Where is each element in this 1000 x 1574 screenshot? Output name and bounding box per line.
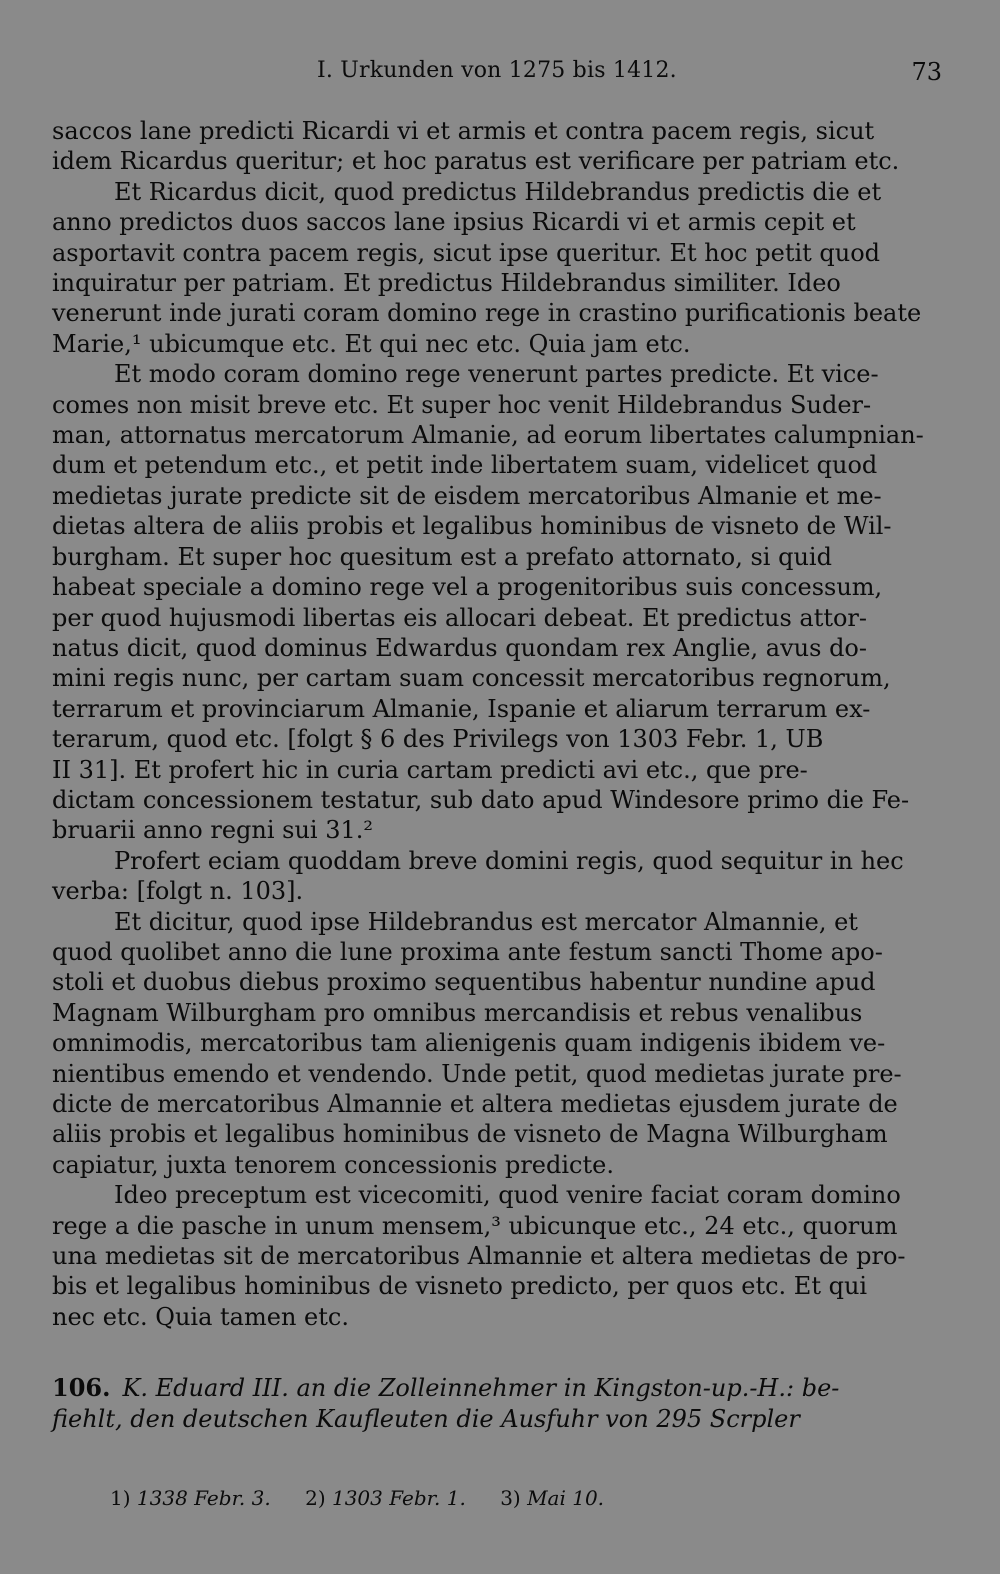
section-number: 106. [52, 1373, 111, 1403]
text-line: verba: [folgt n. 103]. [52, 877, 304, 906]
footnote [110, 1486, 271, 1510]
text-line: saccos lane predicti Ricardi vi et armis et contra pacem regis, sicut [52, 117, 875, 145]
text-line: aliis probis et legalibus hominibus de visneto de Magna Wilburgham [52, 1120, 888, 1149]
text-line: dictam concessionem testatur, sub dato apud Windesore primo die Fe- [52, 785, 910, 814]
footnote-mark: 3) [500, 1486, 521, 1510]
text-line: una medietas sit de mercatoribus Almannie et altera medietas de pro- [52, 1242, 906, 1271]
text-line: Et dicitur, quod ipse Hildebrandus est mercator Almannie, et [114, 907, 858, 936]
text-line: Magnam Wilburgham pro omnibus mercandisis et rebus venalibus [52, 998, 863, 1027]
text-line: medietas jurate predicte sit de eisdem mercatoribus Almanie et me- [52, 481, 882, 510]
text-line: comes non misit breve etc. Et super hoc venit Hildebrandus Suder- [52, 390, 872, 419]
text-line: stoli et duobus diebus proximo sequentibus habentur nundine apud [52, 968, 876, 997]
text-line: capiatur, juxta tenorem concessionis predicte. [52, 1150, 614, 1179]
footnote-mark: 1) [110, 1486, 131, 1510]
footnotes [110, 1486, 632, 1510]
text-line: per quod hujusmodi libertas eis allocari debeat. Et predictus attor- [52, 603, 868, 632]
page-number: 73 [911, 58, 942, 86]
text-line: nientibus emendo et vendendo. Unde petit, quod medietas jurate pre- [52, 1059, 902, 1088]
text-line: man, attornatus mercatorum Almanie, ad eorum libertates calumpnian- [52, 421, 924, 450]
text-line: inquiratur per patriam. Et predictus Hildebrandus similiter. Ideo [52, 269, 841, 298]
text-line: habeat speciale a domino rege vel a progenitoribus suis concessum, [52, 573, 883, 602]
footnote-text: 1338 Febr. 3. [136, 1486, 271, 1510]
footnote-mark: 2) [305, 1486, 326, 1510]
text-line: omnimodis, mercatoribus tam alienigenis quam indigenis ibidem ve- [52, 1029, 886, 1058]
footnote-text: 1303 Febr. 1. [331, 1486, 466, 1510]
running-title: I. Urkunden von 1275 bis 1412. [317, 58, 677, 83]
text-line: asportavit contra pacem regis, sicut ipse queritur. Et hoc petit quod [52, 238, 881, 267]
page-header [52, 58, 942, 92]
footnote-text: Mai 10. [527, 1486, 605, 1510]
text-line: dum et petendum etc., et petit inde libertatem suam, videlicet quod [52, 451, 878, 480]
text-line: dicte de mercatoribus Almannie et altera medietas ejusdem jurate de [52, 1090, 898, 1118]
text-line: mini regis nunc, per cartam suam concessit mercatoribus regnorum, [52, 664, 891, 693]
section-heading [52, 1372, 942, 1435]
text-line: bruarii anno regni sui 31.² [52, 816, 374, 845]
text-line: Et Ricardus dicit, quod predictus Hildebrandus predictis die et [114, 177, 882, 206]
text-line: Et modo coram domino rege venerunt partes predicte. Et vice- [114, 360, 879, 389]
text-line: Ideo preceptum est vicecomiti, quod venire faciat coram domino [114, 1181, 901, 1210]
text-line: II 31]. Et profert hic in curia cartam predicti avi etc., que pre- [52, 755, 808, 784]
text-line: burgham. Et super hoc quesitum est a prefato attornato, si quid [52, 542, 832, 571]
text-line: terrarum et provinciarum Almanie, Ispanie et aliarum terrarum ex- [52, 694, 871, 723]
text-line: natus dicit, quod dominus Edwardus quondam rex Anglie, avus do- [52, 633, 867, 662]
text-line: rege a die pasche in unum mensem,³ ubicunque etc., 24 etc., quorum [52, 1211, 898, 1240]
text-line: terarum, quod etc. [folgt § 6 des Privilegs von 1303 Febr. 1, UB [52, 725, 824, 754]
text-line: dietas altera de aliis probis et legalibus hominibus de visneto de Wil- [52, 512, 892, 541]
text-line: Marie,¹ ubicumque etc. Et qui nec etc. Quia jam etc. [52, 329, 691, 358]
text-line: Profert eciam quoddam breve domini regis, quod sequitur in hec [114, 846, 904, 875]
section-title-line: fiehlt, den deutschen Kaufleuten die Ausfuhr von 295 Scrpler [52, 1405, 800, 1434]
text-line: anno predictos duos saccos lane ipsius Ricardi vi et armis cepit et [52, 208, 856, 237]
text-line: nec etc. Quia tamen etc. [52, 1302, 349, 1331]
document-body [52, 116, 942, 1332]
footnote [500, 1486, 604, 1510]
text-line: bis et legalibus hominibus de visneto predicto, per quos etc. Et qui [52, 1272, 868, 1301]
text-line: idem Ricardus queritur; et hoc paratus est verificare per patriam etc. [52, 147, 900, 176]
document-page [52, 58, 942, 1435]
text-line: quod quolibet anno die lune proxima ante festum sancti Thome apo- [52, 937, 883, 966]
section-title-line: K. Eduard III. an die Zolleinnehmer in Kingston-up.-H.: be- [122, 1374, 840, 1403]
footnote [305, 1486, 466, 1510]
text-line: venerunt inde jurati coram domino rege in crastino purificationis beate [52, 299, 922, 328]
